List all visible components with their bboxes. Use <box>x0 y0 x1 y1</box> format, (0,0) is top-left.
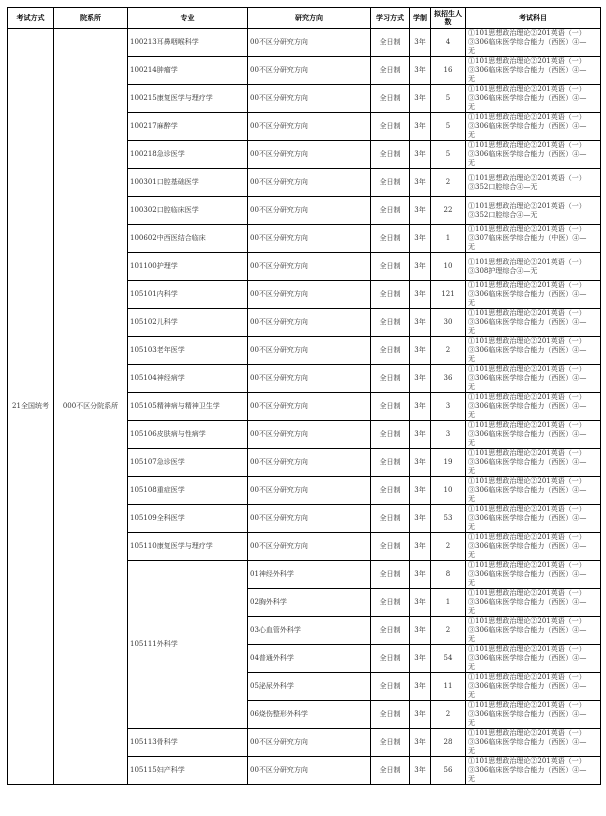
header-department: 院系所 <box>54 8 128 29</box>
research-direction-cell: 00不区分研究方向 <box>248 533 371 561</box>
exam-subjects-cell <box>466 141 601 169</box>
subject-line: ③306临床医学综合能力（西医）④— <box>468 766 587 774</box>
duration-cell: 3年 <box>410 85 431 113</box>
subject-line: ③306临床医学综合能力（西医）④— <box>468 598 587 606</box>
subject-line: ①101思想政治理论②201英语（一） <box>468 173 586 182</box>
header-major: 专业 <box>128 8 248 29</box>
subject-line: 无 <box>468 467 475 475</box>
major-cell: 100301口腔基础医学 <box>128 169 248 197</box>
exam-method-cell: 21全国统考 <box>8 29 54 785</box>
duration-cell: 3年 <box>410 589 431 617</box>
exam-subjects-cell <box>466 113 601 141</box>
exam-subjects-cell <box>466 589 601 617</box>
subject-line: ③306临床医学综合能力（西医）④— <box>468 66 587 74</box>
subject-line: ①101思想政治理论②201英语（一） <box>468 477 586 485</box>
subject-line: 无 <box>468 691 475 699</box>
major-cell: 105107急诊医学 <box>128 449 248 477</box>
duration-cell: 3年 <box>410 393 431 421</box>
research-direction-cell: 00不区分研究方向 <box>248 309 371 337</box>
study-mode-cell: 全日制 <box>371 673 410 701</box>
study-mode-cell: 全日制 <box>371 617 410 645</box>
major-cell: 100213耳鼻咽喉科学 <box>128 29 248 57</box>
duration-cell: 3年 <box>410 197 431 225</box>
department-cell: 000不区分院系所 <box>54 29 128 785</box>
study-mode-cell: 全日制 <box>371 365 410 393</box>
study-mode-cell: 全日制 <box>371 309 410 337</box>
research-direction-cell: 00不区分研究方向 <box>248 253 371 281</box>
duration-cell: 3年 <box>410 225 431 253</box>
exam-subjects-cell <box>466 561 601 589</box>
subject-line: ③352口腔综合④—无 <box>468 210 538 219</box>
subject-line: 无 <box>468 159 475 167</box>
research-direction-cell: 00不区分研究方向 <box>248 505 371 533</box>
enrollment-count-cell: 3 <box>431 421 466 449</box>
subject-line: ①101思想政治理论②201英语（一） <box>468 421 586 429</box>
enrollment-count-cell: 2 <box>431 701 466 729</box>
research-direction-cell: 00不区分研究方向 <box>248 393 371 421</box>
study-mode-cell: 全日制 <box>371 645 410 673</box>
major-cell: 100215康复医学与理疗学 <box>128 85 248 113</box>
major-cell: 100602中西医结合临床 <box>128 225 248 253</box>
exam-subjects-cell <box>466 85 601 113</box>
research-direction-cell: 00不区分研究方向 <box>248 197 371 225</box>
major-cell: 105103老年医学 <box>128 337 248 365</box>
exam-subjects-cell <box>466 701 601 729</box>
enrollment-count-cell: 1 <box>431 225 466 253</box>
research-direction-cell: 05泌尿外科学 <box>248 673 371 701</box>
subject-line: ①101思想政治理论②201英语（一） <box>468 337 586 345</box>
study-mode-cell: 全日制 <box>371 477 410 505</box>
table-row <box>8 29 601 57</box>
study-mode-cell: 全日制 <box>371 729 410 757</box>
enrollment-count-cell: 2 <box>431 169 466 197</box>
duration-cell: 3年 <box>410 673 431 701</box>
subject-line: ①101思想政治理论②201英语（一） <box>468 617 586 625</box>
enrollment-count-cell: 19 <box>431 449 466 477</box>
subject-line: ①101思想政治理论②201英语（一） <box>468 393 586 401</box>
subject-line: ③306临床医学综合能力（西医）④— <box>468 290 587 298</box>
duration-cell: 3年 <box>410 477 431 505</box>
exam-subjects-cell <box>466 393 601 421</box>
major-cell: 100217麻醉学 <box>128 113 248 141</box>
duration-cell: 3年 <box>410 729 431 757</box>
subject-line: 无 <box>468 663 475 671</box>
subject-line: 无 <box>468 75 475 83</box>
subject-line: ③306临床医学综合能力（西医）④— <box>468 654 587 662</box>
subject-line: ①101思想政治理论②201英语（一） <box>468 533 586 541</box>
exam-subjects-cell <box>466 505 601 533</box>
duration-cell: 3年 <box>410 365 431 393</box>
subject-line: ①101思想政治理论②201英语（一） <box>468 757 586 765</box>
header-study-mode: 学习方式 <box>371 8 410 29</box>
study-mode-cell: 全日制 <box>371 505 410 533</box>
duration-cell: 3年 <box>410 113 431 141</box>
duration-cell: 3年 <box>410 561 431 589</box>
research-direction-cell: 00不区分研究方向 <box>248 225 371 253</box>
duration-cell: 3年 <box>410 57 431 85</box>
study-mode-cell: 全日制 <box>371 169 410 197</box>
subject-line: ③306临床医学综合能力（西医）④— <box>468 514 587 522</box>
research-direction-cell: 02胸外科学 <box>248 589 371 617</box>
study-mode-cell: 全日制 <box>371 449 410 477</box>
subject-line: ③306临床医学综合能力（西医）④— <box>468 430 587 438</box>
header-duration: 学制 <box>410 8 431 29</box>
subject-line: ③306临床医学综合能力（西医）④— <box>468 486 587 494</box>
header-planned-enrollment: 拟招生人数 <box>431 8 466 29</box>
major-cell: 100218急诊医学 <box>128 141 248 169</box>
enrollment-count-cell: 2 <box>431 533 466 561</box>
study-mode-cell: 全日制 <box>371 113 410 141</box>
subject-line: ①101思想政治理论②201英语（一） <box>468 673 586 681</box>
enrollment-count-cell: 1 <box>431 589 466 617</box>
study-mode-cell: 全日制 <box>371 589 410 617</box>
subject-line: ③308护理综合④—无 <box>468 266 538 275</box>
subject-line: ③306临床医学综合能力（西医）④— <box>468 150 587 158</box>
subject-line: 无 <box>468 355 475 363</box>
study-mode-cell: 全日制 <box>371 561 410 589</box>
enrollment-count-cell: 30 <box>431 309 466 337</box>
subject-line: 无 <box>468 131 475 139</box>
enrollment-count-cell: 5 <box>431 113 466 141</box>
subject-line: ③306临床医学综合能力（西医）④— <box>468 458 587 466</box>
enrollment-count-cell: 4 <box>431 29 466 57</box>
subject-line: 无 <box>468 299 475 307</box>
study-mode-cell: 全日制 <box>371 533 410 561</box>
research-direction-cell: 00不区分研究方向 <box>248 365 371 393</box>
enrollment-count-cell: 2 <box>431 617 466 645</box>
study-mode-cell: 全日制 <box>371 701 410 729</box>
header-research-direction: 研究方向 <box>248 8 371 29</box>
major-cell: 100302口腔临床医学 <box>128 197 248 225</box>
research-direction-cell: 04普通外科学 <box>248 645 371 673</box>
enrollment-count-cell: 28 <box>431 729 466 757</box>
exam-subjects-cell <box>466 729 601 757</box>
research-direction-cell: 00不区分研究方向 <box>248 85 371 113</box>
subject-line: ③306临床医学综合能力（西医）④— <box>468 710 587 718</box>
enrollment-count-cell: 2 <box>431 337 466 365</box>
admissions-table <box>7 7 601 785</box>
exam-subjects-cell <box>466 421 601 449</box>
research-direction-cell: 00不区分研究方向 <box>248 281 371 309</box>
subject-line: 无 <box>468 47 475 55</box>
subject-line: ①101思想政治理论②201英语（一） <box>468 589 586 597</box>
duration-cell: 3年 <box>410 617 431 645</box>
duration-cell: 3年 <box>410 281 431 309</box>
header-row <box>8 8 601 29</box>
subject-line: 无 <box>468 383 475 391</box>
exam-subjects-cell <box>466 533 601 561</box>
major-cell: 105109全科医学 <box>128 505 248 533</box>
research-direction-cell: 01神经外科学 <box>248 561 371 589</box>
subject-line: ①101思想政治理论②201英语（一） <box>468 85 586 93</box>
subject-line: ①101思想政治理论②201英语（一） <box>468 201 586 210</box>
research-direction-cell: 00不区分研究方向 <box>248 141 371 169</box>
exam-subjects-cell <box>466 225 601 253</box>
enrollment-count-cell: 22 <box>431 197 466 225</box>
subject-line: ③306临床医学综合能力（西医）④— <box>468 318 587 326</box>
enrollment-count-cell: 56 <box>431 757 466 785</box>
subject-line: ①101思想政治理论②201英语（一） <box>468 701 586 709</box>
research-direction-cell: 00不区分研究方向 <box>248 449 371 477</box>
exam-subjects-cell <box>466 169 601 197</box>
subject-line: 无 <box>468 523 475 531</box>
subject-line: ③306临床医学综合能力（西医）④— <box>468 570 587 578</box>
subject-line: ①101思想政治理论②201英语（一） <box>468 29 586 37</box>
research-direction-cell: 00不区分研究方向 <box>248 169 371 197</box>
research-direction-cell: 06烧伤整形外科学 <box>248 701 371 729</box>
enrollment-count-cell: 8 <box>431 561 466 589</box>
duration-cell: 3年 <box>410 505 431 533</box>
subject-line: ③307临床医学综合能力（中医）④— <box>468 234 587 242</box>
major-cell: 105108重症医学 <box>128 477 248 505</box>
exam-subjects-cell <box>466 673 601 701</box>
subject-line: 无 <box>468 719 475 727</box>
duration-cell: 3年 <box>410 29 431 57</box>
major-cell: 105110康复医学与理疗学 <box>128 533 248 561</box>
research-direction-cell: 00不区分研究方向 <box>248 337 371 365</box>
duration-cell: 3年 <box>410 337 431 365</box>
major-cell: 100214肿瘤学 <box>128 57 248 85</box>
research-direction-cell: 00不区分研究方向 <box>248 729 371 757</box>
enrollment-count-cell: 121 <box>431 281 466 309</box>
subject-line: ①101思想政治理论②201英语（一） <box>468 281 586 289</box>
subject-line: 无 <box>468 607 475 615</box>
duration-cell: 3年 <box>410 645 431 673</box>
exam-subjects-cell <box>466 337 601 365</box>
subject-line: ①101思想政治理论②201英语（一） <box>468 449 586 457</box>
study-mode-cell: 全日制 <box>371 393 410 421</box>
major-cell: 105104神经病学 <box>128 365 248 393</box>
enrollment-count-cell: 3 <box>431 393 466 421</box>
duration-cell: 3年 <box>410 421 431 449</box>
exam-subjects-cell <box>466 57 601 85</box>
exam-subjects-cell <box>466 617 601 645</box>
study-mode-cell: 全日制 <box>371 337 410 365</box>
duration-cell: 3年 <box>410 757 431 785</box>
enrollment-count-cell: 5 <box>431 85 466 113</box>
table-body <box>8 29 601 785</box>
duration-cell: 3年 <box>410 141 431 169</box>
subject-line: ①101思想政治理论②201英语（一） <box>468 141 586 149</box>
research-direction-cell: 00不区分研究方向 <box>248 757 371 785</box>
subject-line: ①101思想政治理论②201英语（一） <box>468 505 586 513</box>
duration-cell: 3年 <box>410 169 431 197</box>
subject-line: 无 <box>468 551 475 559</box>
duration-cell: 3年 <box>410 533 431 561</box>
subject-line: ①101思想政治理论②201英语（一） <box>468 309 586 317</box>
subject-line: ③306临床医学综合能力（西医）④— <box>468 346 587 354</box>
study-mode-cell: 全日制 <box>371 141 410 169</box>
enrollment-count-cell: 10 <box>431 477 466 505</box>
study-mode-cell: 全日制 <box>371 421 410 449</box>
header-exam-method: 考试方式 <box>8 8 54 29</box>
enrollment-count-cell: 10 <box>431 253 466 281</box>
subject-line: ①101思想政治理论②201英语（一） <box>468 729 586 737</box>
subject-line: 无 <box>468 775 475 783</box>
study-mode-cell: 全日制 <box>371 757 410 785</box>
subject-line: ③306临床医学综合能力（西医）④— <box>468 122 587 130</box>
exam-subjects-cell <box>466 29 601 57</box>
subject-line: ①101思想政治理论②201英语（一） <box>468 113 586 121</box>
major-cell: 105111外科学 <box>128 561 248 729</box>
subject-line: ①101思想政治理论②201英语（一） <box>468 645 586 653</box>
enrollment-count-cell: 5 <box>431 141 466 169</box>
study-mode-cell: 全日制 <box>371 197 410 225</box>
subject-line: ③306临床医学综合能力（西医）④— <box>468 38 587 46</box>
subject-line: ①101思想政治理论②201英语（一） <box>468 57 586 65</box>
exam-subjects-cell <box>466 309 601 337</box>
study-mode-cell: 全日制 <box>371 225 410 253</box>
subject-line: ③306临床医学综合能力（西医）④— <box>468 738 587 746</box>
subject-line: ③306临床医学综合能力（西医）④— <box>468 94 587 102</box>
major-cell: 105101内科学 <box>128 281 248 309</box>
exam-subjects-cell <box>466 477 601 505</box>
major-cell: 105105精神病与精神卫生学 <box>128 393 248 421</box>
subject-line: 无 <box>468 439 475 447</box>
exam-subjects-cell <box>466 281 601 309</box>
study-mode-cell: 全日制 <box>371 29 410 57</box>
research-direction-cell: 00不区分研究方向 <box>248 113 371 141</box>
enrollment-count-cell: 11 <box>431 673 466 701</box>
research-direction-cell: 00不区分研究方向 <box>248 477 371 505</box>
major-cell: 105115妇产科学 <box>128 757 248 785</box>
major-cell: 101100护理学 <box>128 253 248 281</box>
header-exam-subjects: 考试科目 <box>466 8 601 29</box>
research-direction-cell: 00不区分研究方向 <box>248 57 371 85</box>
duration-cell: 3年 <box>410 309 431 337</box>
major-cell: 105102儿科学 <box>128 309 248 337</box>
enrollment-count-cell: 54 <box>431 645 466 673</box>
subject-line: ①101思想政治理论②201英语（一） <box>468 257 586 266</box>
research-direction-cell: 03心血管外科学 <box>248 617 371 645</box>
exam-subjects-cell <box>466 197 601 225</box>
subject-line: ③306临床医学综合能力（西医）④— <box>468 682 587 690</box>
subject-line: ①101思想政治理论②201英语（一） <box>468 561 586 569</box>
subject-line: 无 <box>468 495 475 503</box>
research-direction-cell: 00不区分研究方向 <box>248 421 371 449</box>
study-mode-cell: 全日制 <box>371 253 410 281</box>
exam-subjects-cell <box>466 253 601 281</box>
study-mode-cell: 全日制 <box>371 281 410 309</box>
major-cell: 105106皮肤病与性病学 <box>128 421 248 449</box>
subject-line: ①101思想政治理论②201英语（一） <box>468 225 586 233</box>
subject-line: 无 <box>468 747 475 755</box>
enrollment-count-cell: 16 <box>431 57 466 85</box>
subject-line: ③306临床医学综合能力（西医）④— <box>468 374 587 382</box>
exam-subjects-cell <box>466 449 601 477</box>
subject-line: 无 <box>468 411 475 419</box>
subject-line: 无 <box>468 243 475 251</box>
subject-line: 无 <box>468 327 475 335</box>
subject-line: 无 <box>468 635 475 643</box>
research-direction-cell: 00不区分研究方向 <box>248 29 371 57</box>
study-mode-cell: 全日制 <box>371 85 410 113</box>
subject-line: ①101思想政治理论②201英语（一） <box>468 365 586 373</box>
exam-subjects-cell <box>466 757 601 785</box>
duration-cell: 3年 <box>410 253 431 281</box>
subject-line: ③306临床医学综合能力（西医）④— <box>468 542 587 550</box>
subject-line: ③352口腔综合④—无 <box>468 182 538 191</box>
exam-subjects-cell <box>466 365 601 393</box>
duration-cell: 3年 <box>410 701 431 729</box>
subject-line: ③306临床医学综合能力（西医）④— <box>468 402 587 410</box>
subject-line: ③306临床医学综合能力（西医）④— <box>468 626 587 634</box>
exam-subjects-cell <box>466 645 601 673</box>
subject-line: 无 <box>468 579 475 587</box>
major-cell: 105113骨科学 <box>128 729 248 757</box>
enrollment-count-cell: 53 <box>431 505 466 533</box>
subject-line: 无 <box>468 103 475 111</box>
duration-cell: 3年 <box>410 449 431 477</box>
enrollment-count-cell: 36 <box>431 365 466 393</box>
study-mode-cell: 全日制 <box>371 57 410 85</box>
